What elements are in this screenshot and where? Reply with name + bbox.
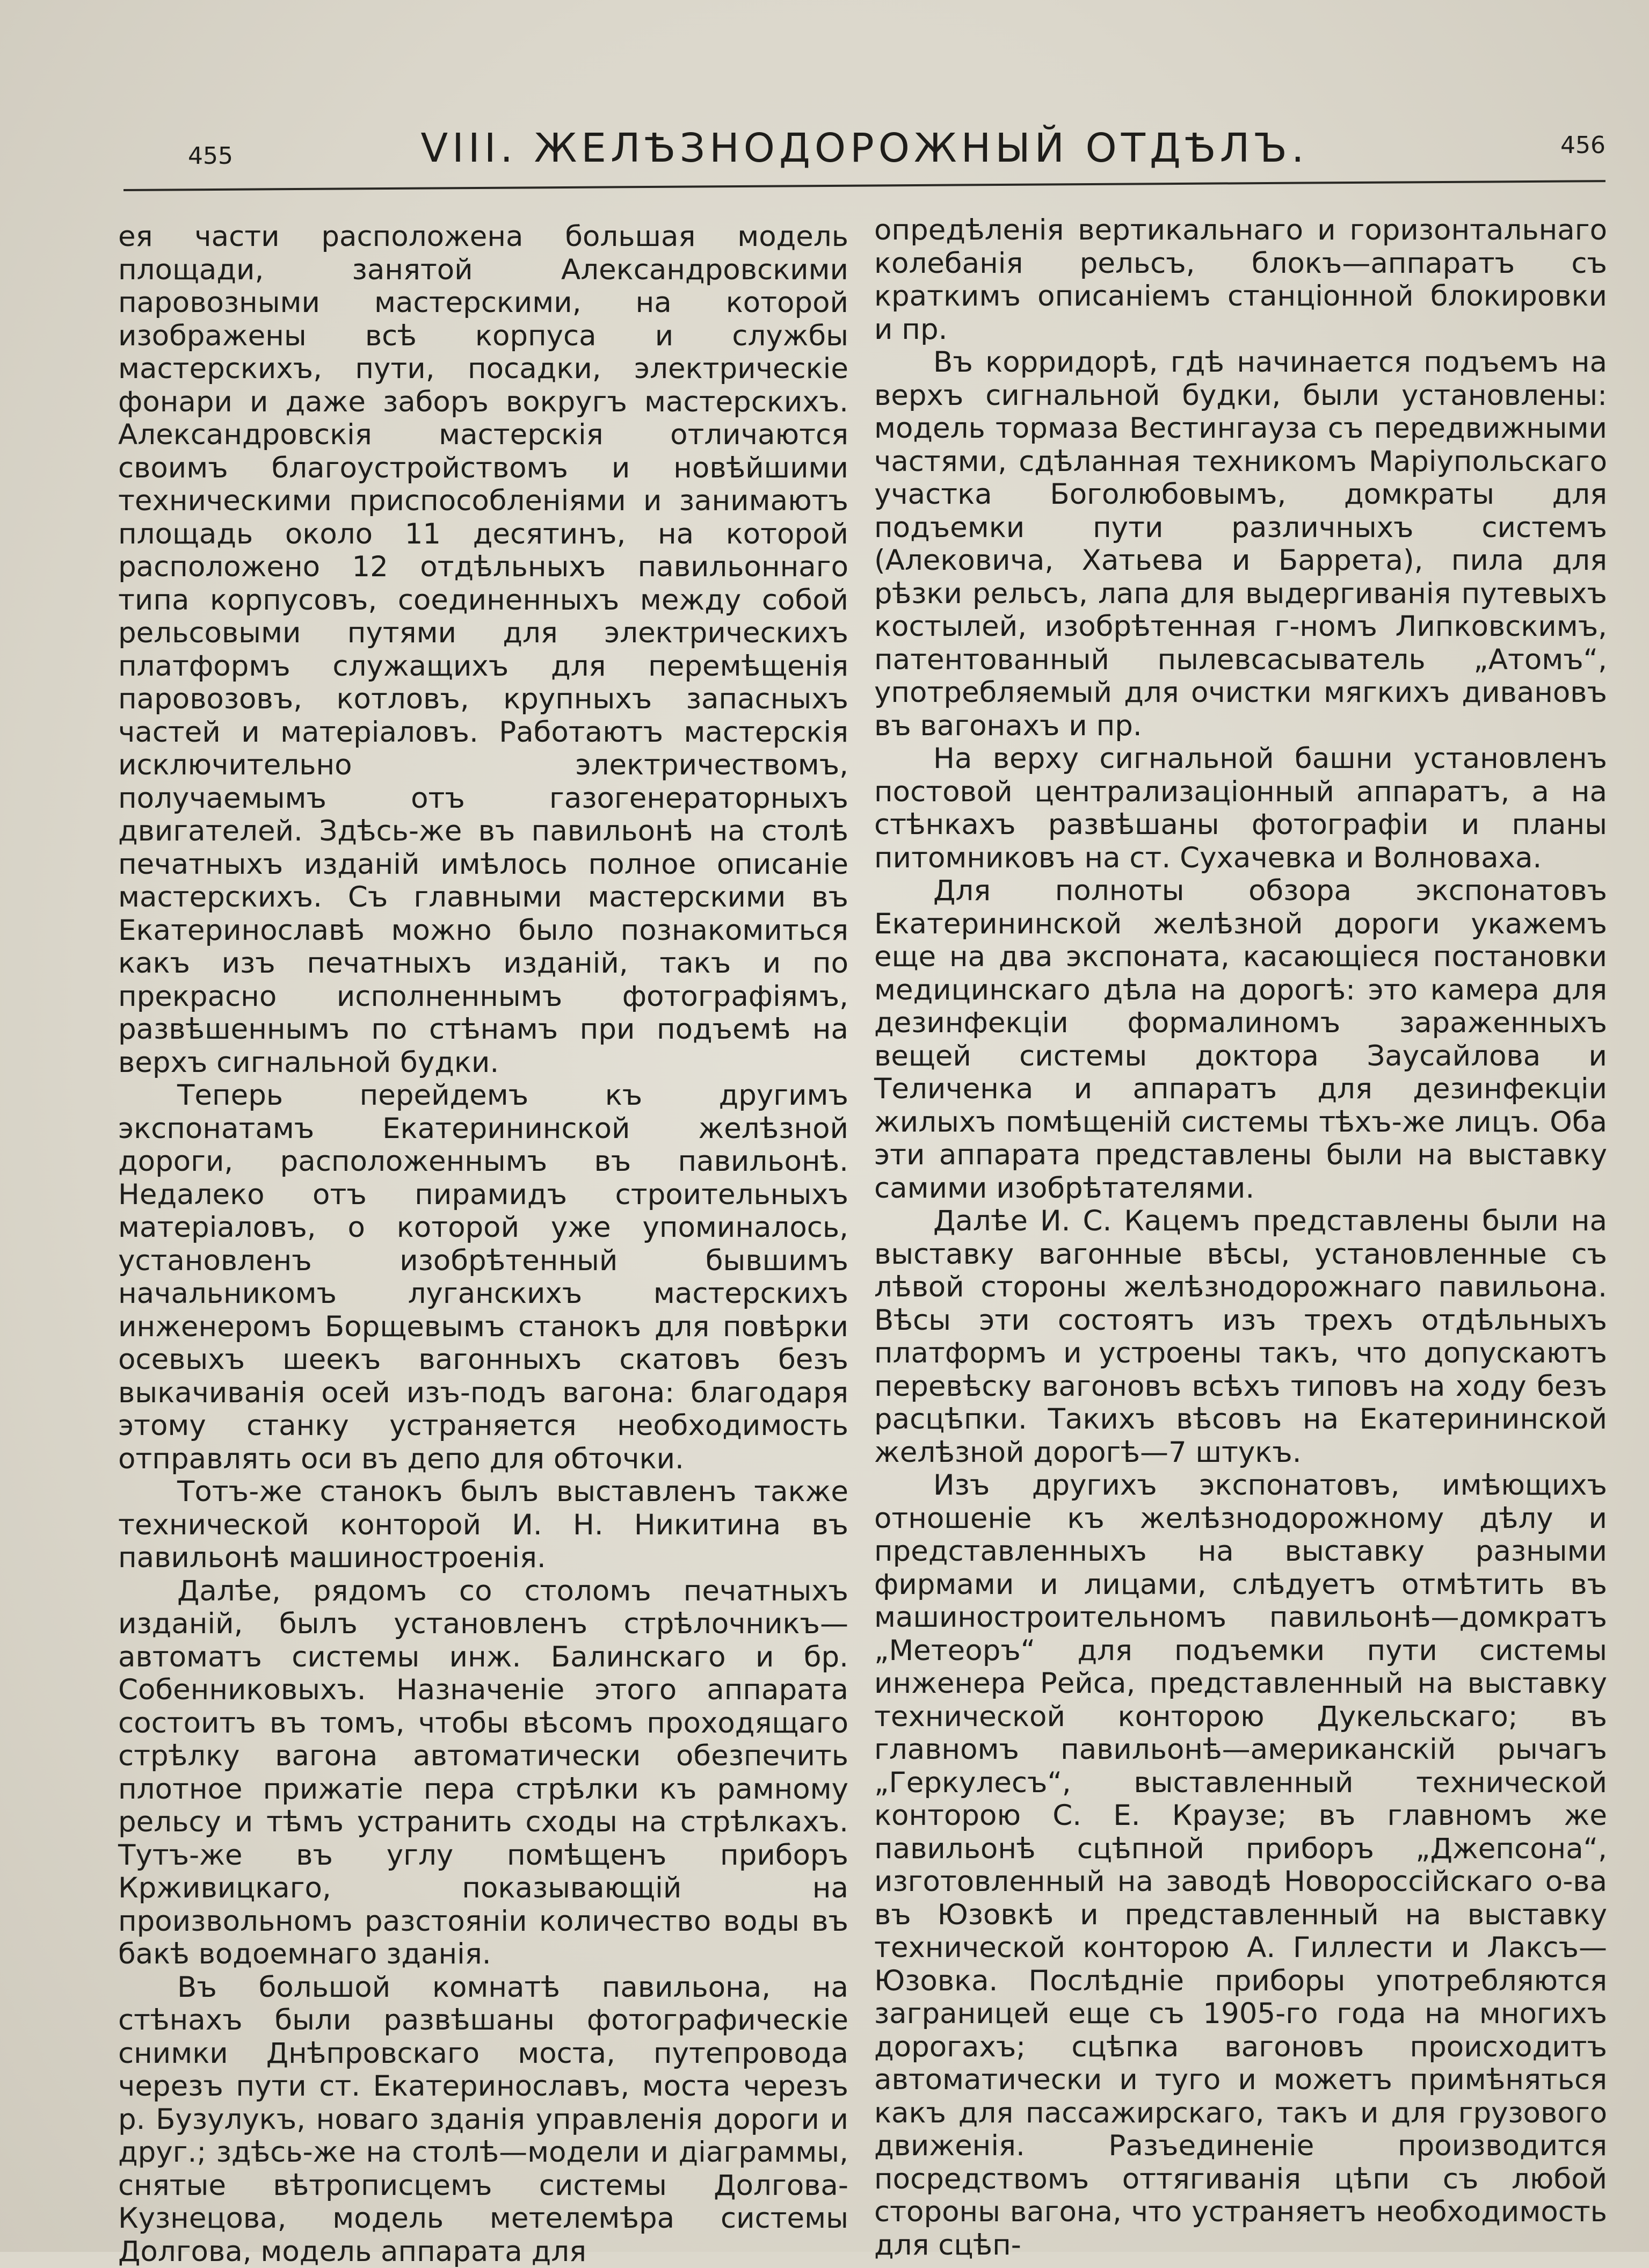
- paragraph: Въ большой комнатѣ павильона, на стѣнахъ были развѣшаны фотографическіе снимки Днѣпровскаго моста, путепровода черезъ пути ст. Екатеринославъ, моста черезъ р. Бузулукъ, новаго зданія управленія дороги и друг.; здѣсь-же на столѣ—модели и діаграммы, снятые вѣтрописцемъ системы Долгова-Кузнецова, модель метелемѣра системы Долгова, модель аппарата для: [118, 1971, 848, 2268]
- paragraph: Для полноты обзора экспонатовъ Екатерининской желѣзной дороги укажемъ еще на два экспоната, касающіеся постановки медицинскаго дѣла на дорогѣ: это камера для дезинфекціи формалиномъ зараженныхъ вещей системы доктора Заусайлова и Теличенка и аппаратъ для дезинфекціи жилыхъ помѣщеній системы тѣхъ-же лицъ. Оба эти аппарата представлены были на выставку самими изобрѣтателями.: [874, 874, 1607, 1205]
- right-column: [874, 214, 1607, 2136]
- paragraph: опредѣленія вертикальнаго и горизонтальнаго колебанія рельсъ, блокъ—аппаратъ съ краткимъ описаніемъ станціонной блокировки и пр.: [874, 214, 1607, 346]
- page-number-left: 455: [188, 142, 233, 170]
- page-number-right: 456: [1560, 132, 1606, 159]
- paragraph: Въ корридорѣ, гдѣ начинается подъемъ на верхъ сигнальной будки, были установлены: модель тормаза Вестингауза съ передвижными частями, сдѣланная техникомъ Маріупольскаго участка Боголюбовымъ, домкраты для подъемки пути различныхъ системъ (Алековича, Хатьева и Баррета), пила для рѣзки рельсъ, лапа для выдергиванія путевыхъ костылей, изобрѣтенная г-номъ Липковскимъ, патентованный пылевсасыватель „Атомъ“, употребляемый для очистки мягкихъ дивановъ въ вагонахъ и пр.: [874, 346, 1607, 742]
- paragraph: На верху сигнальной башни установленъ постовой централизаціонный аппаратъ, а на стѣнкахъ развѣшаны фотографіи и планы питомниковъ на ст. Сухачевка и Волноваха.: [874, 742, 1607, 874]
- paragraph: Теперь перейдемъ къ другимъ экспонатамъ Екатерининской желѣзной дороги, расположеннымъ въ павильонѣ. Недалеко отъ пирамидъ строительныхъ матеріаловъ, о которой уже упоминалось, установленъ изобрѣтенный бывшимъ начальникомъ луганскихъ мастерскихъ инженеромъ Борщевымъ станокъ для повѣрки осевыхъ шеекъ вагонныхъ скатовъ безъ выкачиванія осей изъ-подъ вагона: благодаря этому станку устраняется необходимость отправлять оси въ депо для обточки.: [118, 1079, 848, 1475]
- paragraph: Тотъ-же станокъ былъ выставленъ также технической конторой И. Н. Никитина въ павильонѣ машиностроенія.: [118, 1475, 848, 1575]
- left-column: [118, 220, 848, 2143]
- running-title: VIII. ЖЕЛѢЗНОДОРОЖНЫЙ ОТДѢЛЪ.: [124, 125, 1606, 171]
- paragraph: ея части расположена большая модель площади, занятой Александровскими паровозными мастерскими, на которой изображены всѣ корпуса и службы мастерскихъ, пути, посадки, электрическіе фонари и даже заборъ вокругъ мастерскихъ. Александровскія мастерскія отличаются своимъ благоустройствомъ и новѣйшими техническими приспособленіями и занимаютъ площадь около 11 десятинъ, на которой расположено 12 отдѣльныхъ павильоннаго типа корпусовъ, соединенныхъ между собой рельсовыми путями для электрическихъ платформъ служащихъ для перемѣщенія паровозовъ, котловъ, крупныхъ запасныхъ частей и матеріаловъ. Работаютъ мастерскія исключительно электричествомъ, получаемымъ отъ газогенераторныхъ двигателей. Здѣсь-же въ павильонѣ на столѣ печатныхъ изданій имѣлось полное описаніе мастерскихъ. Съ главными мастерскими въ Екатеринославѣ можно было познакомиться какъ изъ печатныхъ изданій, такъ и по прекрасно исполненнымъ фотографіямъ, развѣшеннымъ по стѣнамъ при подъемѣ на верхъ сигнальной будки.: [118, 220, 848, 1079]
- paragraph: Далѣе, рядомъ со столомъ печатныхъ изданій, былъ установленъ стрѣлочникъ—автоматъ системы инж. Балинскаго и бр. Собенниковыхъ. Назначеніе этого аппарата состоитъ въ томъ, чтобы вѣсомъ проходящаго стрѣлку вагона автоматически обезпечить плотное прижатіе пера стрѣлки къ рамному рельсу и тѣмъ устранить сходы на стрѣлкахъ. Тутъ-же въ углу помѣщенъ приборъ Крживицкаго, показывающій на произвольномъ разстояніи количество воды въ бакѣ водоемнаго зданія.: [118, 1575, 848, 1971]
- paragraph: Изъ другихъ экспонатовъ, имѣющихъ отношеніе къ желѣзнодорожному дѣлу и представленныхъ на выставку разными фирмами и лицами, слѣдуетъ отмѣтить въ машиностроительномъ павильонѣ—домкратъ „Метеоръ“ для подъемки пути системы инженера Рейса, представленный на выставку технической конторою Дукельскаго; въ главномъ павильонѣ—американскій рычагъ „Геркулесъ“, выставленный технической конторою С. Е. Краузе; въ главномъ же павильонѣ сцѣпной приборъ „Джепсона“, изготовленный на заводѣ Новороссійскаго о-ва въ Юзовкѣ и представленный на выставку технической конторою А. Гиллести и Лаксъ—Юзовка. Послѣдніе приборы употребляются заграницей еще съ 1905-го года на многихъ дорогахъ; сцѣпка вагоновъ происходитъ автоматически и туго и можетъ примѣняться какъ для пассажирскаго, такъ и для грузового движенія. Разъединеніе производится посредствомъ оттягиванія цѣпи съ любой стороны вагона, что устраняетъ необходимость для сцѣп-: [874, 1469, 1607, 2262]
- paragraph: Далѣе И. С. Кацемъ представлены были на выставку вагонные вѣсы, установленные съ лѣвой стороны желѣзнодорожнаго павильона. Вѣсы эти состоятъ изъ трехъ отдѣльныхъ платформъ и устроены такъ, что допускаютъ перевѣску вагоновъ всѣхъ типовъ на ходу безъ расцѣпки. Такихъ вѣсовъ на Екатерининской желѣзной дорогѣ—7 штукъ.: [874, 1205, 1607, 1469]
- page-header: [124, 121, 1606, 185]
